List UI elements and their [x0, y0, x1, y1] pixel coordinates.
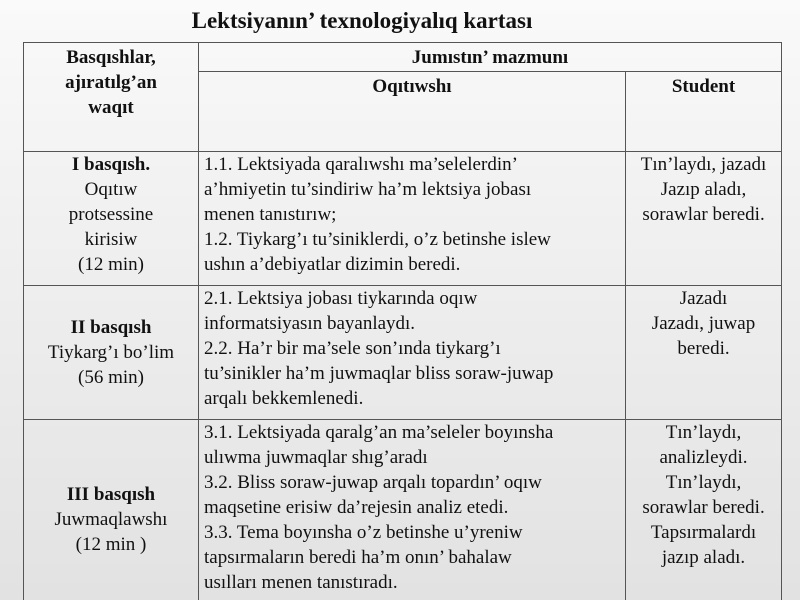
stage-desc: Tiykarg’ı bo’lim [47, 342, 175, 363]
stage-desc: protsessine [68, 204, 154, 225]
stage-desc: (56 min) [78, 367, 144, 388]
teacher-text: 1.1. Lektsiyada qaralıwshı ma’selelerdin’ [204, 154, 518, 175]
student-text: Tapsırmalardı [650, 522, 757, 543]
teacher-cell [199, 286, 626, 420]
header-content: Jumıstın’ mazmunı [199, 43, 782, 72]
stage-name: II basqısh [70, 317, 152, 338]
student-text: Jazadı, juwap [651, 313, 756, 334]
header-stages-line: waqıt [88, 97, 134, 118]
header-stages [24, 43, 199, 152]
teacher-text: 2.2. Ha’r bir ma’sele son’ında tiykarg’ı [204, 338, 501, 359]
student-cell [626, 420, 782, 600]
teacher-text: 3.1. Lektsiyada qaralg’an ma’seleler boyınsha [204, 422, 554, 443]
stage-desc: (12 min ) [75, 534, 147, 555]
student-text: Jazadı [679, 288, 728, 309]
table-row [24, 152, 782, 286]
student-text: Tın’laydı, jazadı [640, 154, 767, 175]
teacher-text: menen tanıstırıw; [204, 204, 337, 225]
header-row-1 [24, 43, 782, 72]
stage-cell [24, 420, 199, 600]
stage-cell [24, 286, 199, 420]
teacher-text: a’hmiyetin tu’sindiriw ha’m lektsiya jobası [204, 179, 532, 200]
teacher-cell [199, 420, 626, 600]
student-cell [626, 152, 782, 286]
header-student: Student [626, 72, 782, 152]
teacher-text: ulıwma juwmaqlar shıg’aradı [204, 447, 428, 468]
table-row [24, 286, 782, 420]
student-text: sorawlar beredi. [642, 204, 765, 225]
teacher-text: 2.1. Lektsiya jobası tiykarında oqıw [204, 288, 478, 309]
student-text: Tın’laydı, [665, 472, 742, 493]
teacher-text: maqsetine erisiw da’rejesin analiz etedi. [204, 497, 509, 518]
student-text: beredi. [677, 338, 730, 359]
stage-name: I basqısh. [71, 154, 151, 175]
teacher-text: usılları menen tanıstıradı. [204, 572, 398, 593]
student-cell [626, 286, 782, 420]
header-teacher: Oqıtıwshı [199, 72, 626, 152]
student-text: analizleydi. [659, 447, 748, 468]
teacher-text: tapsırmaların beredi ha’m onın’ bahalaw [204, 547, 512, 568]
header-stages-line: ajıratılg’an [65, 72, 157, 93]
teacher-text: informatsiyasın bayanlaydı. [204, 313, 416, 334]
student-text: Jazıp aladı, [660, 179, 747, 200]
table-row [24, 420, 782, 600]
stage-desc: kirisiw [84, 229, 138, 250]
teacher-text: 3.2. Bliss soraw-juwap arqalı topardın’ oqıw [204, 472, 542, 493]
stage-name: III basqısh [66, 484, 156, 505]
teacher-cell [199, 152, 626, 286]
page-title: Lektsiyanın’ texnologiyalıq kartası [191, 8, 533, 33]
header-stages-line: Basqıshlar, [66, 47, 156, 68]
stage-desc: Oqıtıw [84, 179, 138, 200]
stage-desc: Juwmaqlawshı [54, 509, 168, 530]
teacher-text: 3.3. Tema boyınsha o’z betinshe u’yreniw [204, 522, 523, 543]
teacher-text: 1.2. Tiykarg’ı tu’siniklerdi, o’z betinshe islew [204, 229, 551, 250]
student-text: Tın’laydı, [665, 422, 742, 443]
student-text: jazıp aladı. [661, 547, 746, 568]
teacher-text: ushın a’debiyatlar dizimin beredi. [204, 254, 461, 275]
teacher-text: arqalı bekkemlenedi. [204, 388, 364, 409]
tech-card-table [23, 42, 782, 600]
teacher-text: tu’sinikler ha’m juwmaqlar bliss soraw-juwap [204, 363, 554, 384]
student-text: sorawlar beredi. [642, 497, 765, 518]
stage-cell [24, 152, 199, 286]
stage-desc: (12 min) [78, 254, 144, 275]
